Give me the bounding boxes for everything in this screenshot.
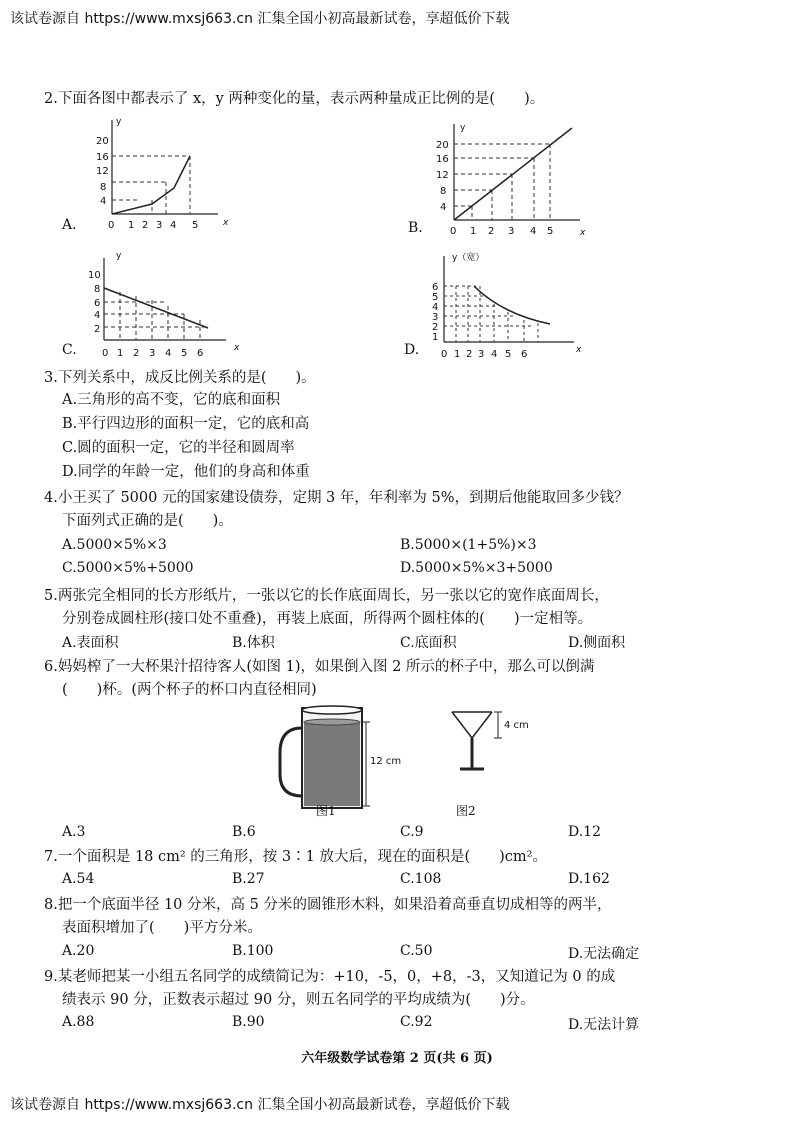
graph-a-xtick: 5 [192,220,199,231]
graph-a-xtick: 1 [128,220,135,231]
q8-option-d[interactable]: D.无法确定 [568,946,640,962]
q5-option-b[interactable]: B.体积 [232,635,275,651]
q6-stem-line1: 6.妈妈榨了一大杯果汁招待客人(如图 1)，如果倒入图 2 所示的杯子中，那么可以倒满 [44,659,595,675]
q7-option-b[interactable]: B.27 [232,871,265,887]
q3-stem: 3.下列关系中，成反比例关系的是( )。 [44,370,316,386]
q6-stem-line2: ( )杯。(两个杯子的杯口内直径相同) [62,682,317,698]
graph-d-ytick: 2 [432,322,439,333]
q2-option-c-label: C. [62,342,77,358]
q4-option-b[interactable]: B.5000×(1+5%)×3 [400,537,537,553]
graph-b-xtick: 0 [450,226,457,237]
source-banner-bottom: 该试卷源自 https://www.mxsj663.cn 汇集全国小初高最新试卷，享超低价下载 [10,1097,510,1113]
graph-c-ytick: 2 [94,324,101,335]
q8-option-a[interactable]: A.20 [62,943,95,959]
graph-a-ytick: 12 [96,166,109,177]
q8-stem-line2: 表面积增加了( )平方分米。 [62,920,262,936]
graph-a-y-axis: y [116,117,122,127]
graph-c-ytick: 4 [94,310,101,321]
graph-d-ytick: 1 [432,332,439,343]
graph-d-xtick: 3 [478,349,485,360]
q2-option-b-label: B. [408,220,423,236]
graph-d-xtick: 5 [505,349,512,360]
q7-option-c[interactable]: C.108 [400,871,442,887]
graph-a-xtick: 4 [170,220,177,231]
q3-option-a[interactable]: A.三角形的高不变，它的底和面积 [62,392,281,408]
graph-c-xtick: 3 [149,348,156,359]
graph-c-ytick: 8 [94,284,101,295]
q8-option-c[interactable]: C.50 [400,943,433,959]
graph-d-xtick: 6 [521,349,528,360]
figure-1-caption: 图1 [316,804,336,818]
graph-d-y-axis: y（宽） [452,253,485,263]
graph-d-xtick: 0 [441,349,448,360]
q5-stem-line2: 分别卷成圆柱形(接口处不重叠)，再装上底面，所得两个圆柱体的( )一定相等。 [62,611,593,627]
figure-2-caption: 图2 [456,804,476,818]
q9-option-d[interactable]: D.无法计算 [568,1017,640,1033]
q4-option-a[interactable]: A.5000×5%×3 [62,537,167,553]
q9-stem-line1: 9.某老师把某一小组五名同学的成绩简记为：+10，-5，0，+8，-3，又知道记为 0 的成 [44,969,616,985]
q5-option-a[interactable]: A.表面积 [62,635,119,651]
q5-stem-line1: 5.两张完全相同的长方形纸片，一张以它的长作底面周长，另一张以它的宽作底面周长， [44,588,609,604]
graph-b-ytick: 20 [436,140,449,151]
q6-option-a[interactable]: A.3 [62,824,86,840]
q3-option-c[interactable]: C.圆的面积一定，它的半径和圆周率 [62,440,295,456]
graph-a-xtick: 3 [156,220,163,231]
q2-option-d-label: D. [404,342,420,358]
graph-c-xtick: 2 [133,348,140,359]
graph-c-x-axis: x [234,343,240,353]
graph-c-xtick: 6 [197,348,204,359]
graph-c-xtick: 1 [117,348,124,359]
q5-option-c[interactable]: C.底面积 [400,635,457,651]
graph-b-xtick: 3 [508,226,515,237]
q7-option-d[interactable]: D.162 [568,871,610,887]
graph-d-xtick: 2 [466,349,473,360]
q5-option-d[interactable]: D.侧面积 [568,635,626,651]
graph-c-xtick: 5 [181,348,188,359]
q2-stem: 2.下面各图中都表示了 x，y 两种变化的量，表示两种量成正比例的是( )。 [44,91,545,107]
figure-1-height-label: 12 cm [370,756,402,767]
graph-b-xtick: 2 [488,226,495,237]
q6-option-d[interactable]: D.12 [568,824,601,840]
graph-d-ytick: 3 [432,312,439,323]
q6-option-c[interactable]: C.9 [400,824,424,840]
graph-c-ytick: 6 [94,298,101,309]
figure-2-height-label: 4 cm [504,720,529,731]
graph-d-x-axis: x [576,345,582,355]
graph-c-xtick: 0 [102,348,109,359]
graph-b [430,118,590,243]
q7-stem: 7.一个面积是 18 cm² 的三角形，按 3∶1 放大后，现在的面积是( )cm²。 [44,849,547,865]
graph-b-y-axis: y [460,123,466,133]
graph-d-ytick: 4 [432,302,439,313]
graph-a-x-axis: x [223,218,229,228]
q4-option-d[interactable]: D.5000×5%×3+5000 [400,560,553,576]
graph-d [424,246,589,361]
graph-c [86,248,246,360]
graph-b-xtick: 4 [530,226,537,237]
graph-d-ytick: 5 [432,292,439,303]
graph-c-xtick: 4 [165,348,172,359]
q3-option-b[interactable]: B.平行四边形的面积一定，它的底和高 [62,416,310,432]
graph-a-xtick: 0 [108,220,115,231]
graph-b-xtick: 1 [470,226,477,237]
figure-1-cup [272,698,402,820]
page-footer: 六年级数学试卷第 2 页(共 6 页) [301,1051,493,1066]
graph-b-ytick: 8 [440,186,447,197]
q9-option-b[interactable]: B.90 [232,1014,265,1030]
q8-stem-line1: 8.把一个底面半径 10 分米，高 5 分米的圆锥形木料，如果沿着高垂直切成相等的两半， [44,897,612,913]
graph-d-ytick: 6 [432,282,439,293]
graph-b-ytick: 4 [440,202,447,213]
graph-a-ytick: 4 [100,196,107,207]
graph-c-ytick: 10 [88,270,101,281]
q7-option-a[interactable]: A.54 [62,871,95,887]
q9-option-a[interactable]: A.88 [62,1014,95,1030]
source-banner: 该试卷源自 https://www.mxsj663.cn 汇集全国小初高最新试卷，享超低价下载 [10,11,510,27]
q9-stem-line2: 绩表示 90 分，正数表示超过 90 分，则五名同学的平均成绩为( )分。 [62,992,535,1008]
q4-stem-line2: 下面列式正确的是( )。 [62,513,233,529]
q2-option-a-label: A. [62,217,77,233]
q4-option-c[interactable]: C.5000×5%+5000 [62,560,194,576]
q3-option-d[interactable]: D.同学的年龄一定，他们的身高和体重 [62,464,310,480]
graph-a-ytick: 16 [96,152,109,163]
q4-stem-line1: 4.小王买了 5000 元的国家建设债券，定期 3 年，年利率为 5%，到期后他能取回多少钱？ [44,490,629,506]
q6-option-b[interactable]: B.6 [232,824,256,840]
graph-b-ytick: 12 [436,170,449,181]
q8-option-b[interactable]: B.100 [232,943,274,959]
graph-d-xtick: 1 [454,349,461,360]
graph-d-xtick: 4 [491,349,498,360]
graph-a-xtick: 2 [142,220,149,231]
q9-option-c[interactable]: C.92 [400,1014,433,1030]
graph-c-y-axis: y [116,251,122,261]
graph-b-ytick: 16 [436,154,449,165]
figure-2-goblet [446,706,546,776]
graph-a [78,110,238,240]
graph-b-x-axis: x [580,228,586,238]
graph-b-xtick: 5 [547,226,554,237]
graph-a-ytick: 20 [96,136,109,147]
graph-a-ytick: 8 [100,182,107,193]
